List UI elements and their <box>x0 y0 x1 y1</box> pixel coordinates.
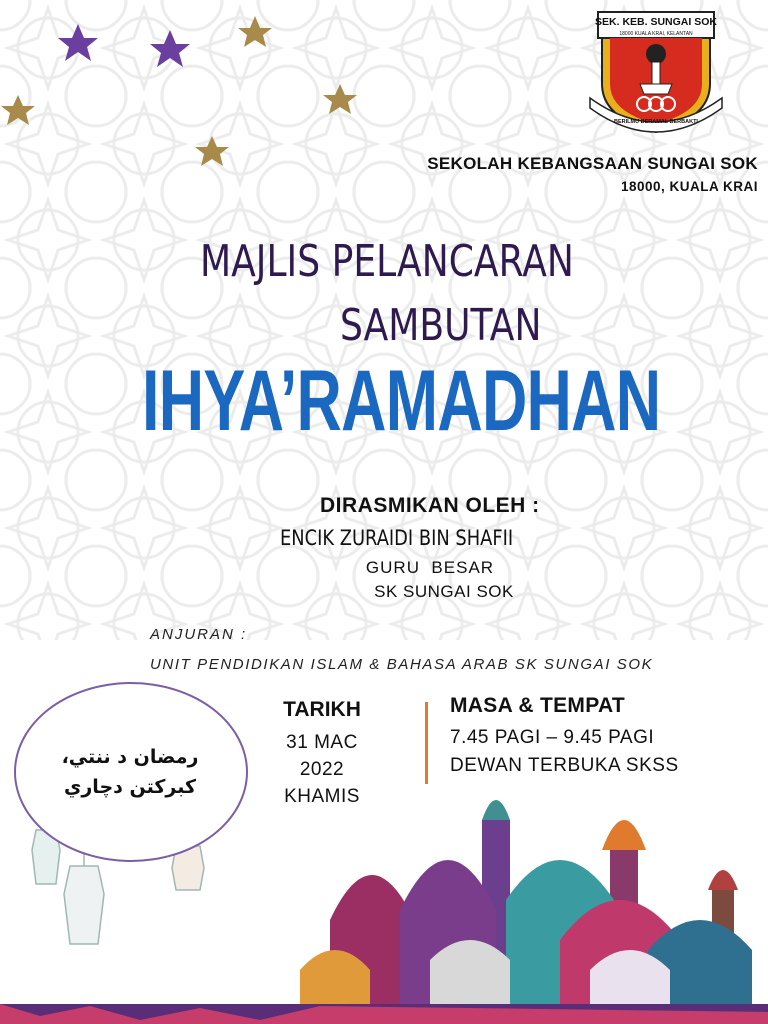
event-title: IHYA’RAMADHAN <box>142 353 661 449</box>
date-day-month: 31 MAC <box>286 732 358 753</box>
divider-line <box>425 702 428 784</box>
svg-text:BERILMU BERAMAL BERBAKTI: BERILMU BERAMAL BERBAKTI <box>614 119 698 125</box>
svg-text:18000 KUALA KRAI, KELANTAN: 18000 KUALA KRAI, KELANTAN <box>619 31 693 37</box>
date-year: 2022 <box>299 759 345 780</box>
decorative-stars <box>0 0 360 180</box>
title-line-2: SAMBUTAN <box>340 300 542 351</box>
time-place-label: MASA & TEMPAT <box>450 694 625 717</box>
date-weekday: KHAMIS <box>284 786 360 807</box>
greeting-line-2: كبركتن دچاري <box>63 776 197 798</box>
star-icon <box>1 16 357 166</box>
greeting-line-1: رمضان د ننتي، <box>61 746 199 768</box>
officiant-name: ENCIK ZURAIDI BIN SHAFII <box>280 526 514 550</box>
organizer-label: ANJURAN : <box>150 626 248 643</box>
school-crest-logo <box>582 6 730 142</box>
title-line-1: MAJLIS PELANCARAN <box>200 236 574 287</box>
officiant-school: SK SUNGAI SOK <box>374 582 514 601</box>
event-time: 7.45 PAGI – 9.45 PAGI <box>450 727 655 748</box>
date-label: TARIKH <box>283 698 361 721</box>
svg-text:SEK. KEB. SUNGAI SOK: SEK. KEB. SUNGAI SOK <box>595 16 717 28</box>
organizer-unit: UNIT PENDIDIKAN ISLAM & BAHASA ARAB SK SUNGAI SOK <box>150 656 654 673</box>
school-address: 18000, KUALA KRAI <box>620 179 758 194</box>
officiated-label: DIRASMIKAN OLEH : <box>320 494 540 517</box>
school-name: SEKOLAH KEBANGSAAN SUNGAI SOK <box>427 154 758 173</box>
greeting-text <box>40 742 220 802</box>
officiant-position: GURU BESAR <box>365 558 495 577</box>
event-venue: DEWAN TERBUKA SKSS <box>450 755 679 776</box>
